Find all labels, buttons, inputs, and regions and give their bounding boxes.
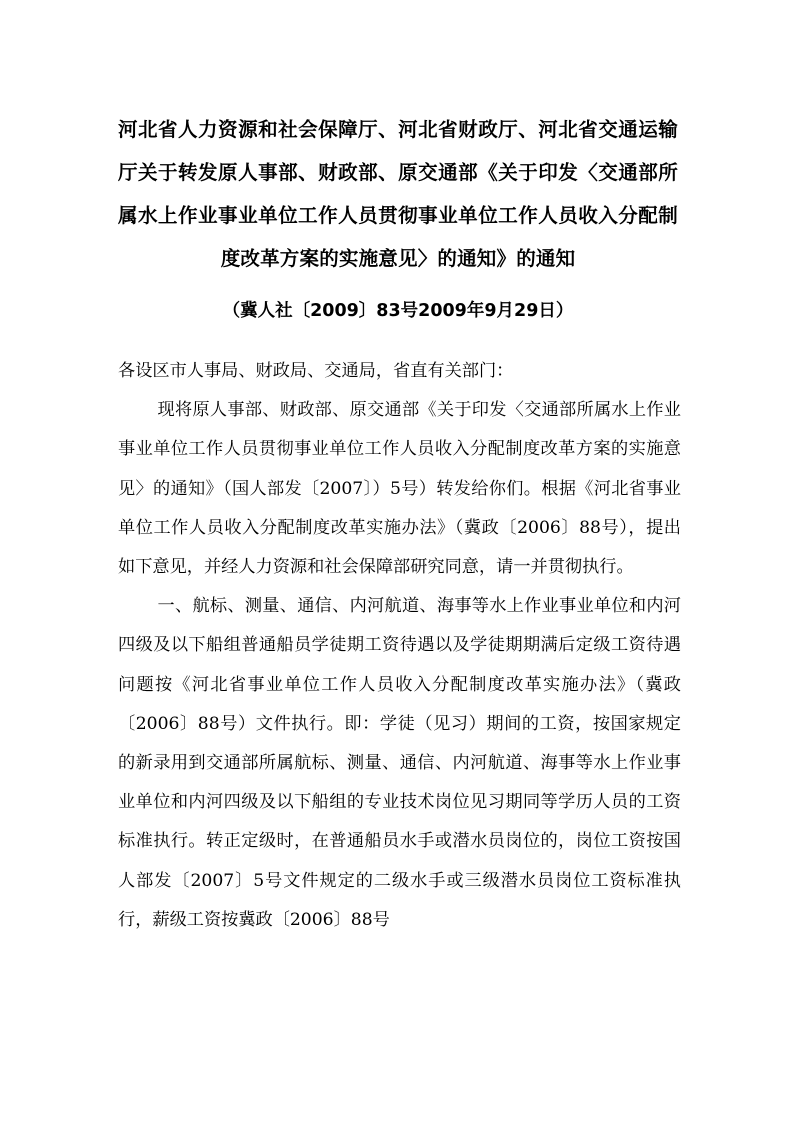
document-title: 河北省人力资源和社会保障厅、河北省财政厅、河北省交通运输厅关于转发原人事部、财政部、原交通部《关于印发〈交通部所属水上作业事业单位工作人员贯彻事业单位工作人员收入分配制度改革方案的实施意见〉的通知》的通知: [118, 118, 678, 270]
document-body: [118, 352, 681, 940]
salutation: 各设区市人事局、财政局、交通局，省直有关部门：: [118, 361, 514, 381]
paragraph: 一、航标、测量、通信、内河航道、海事等水上作业事业单位和内河四级及以下船组普通船员学徒期工资待遇以及学徒期期满后定级工资待遇问题按《河北省事业单位工作人员收入分配制度改革实施办法》（冀政〔2006〕88号）文件执行。即：学徒（见习）期间的工资，按国家规定的新录用到交通部所属航标、测量、通信、内河航道、海事等水上作业事业单位和内河四级及以下船组的专业技术岗位见习期同等学历人员的工资标准执行。转正定级时，在普通船员水手或潜水员岗位的，岗位工资按国人部发〔2007〕5号文件规定的二级水手或三级潜水员岗位工资标准执行，薪级工资按冀政〔2006〕88号: [118, 596, 681, 930]
document-number: （冀人社〔2009〕83号2009年9月29日）: [222, 301, 574, 321]
paragraph: 现将原人事部、财政部、原交通部《关于印发〈交通部所属水上作业事业单位工作人员贯彻事业单位工作人员收入分配制度改革方案的实施意见〉的通知》（国人部发〔2007〕）5号）转发给你们。根据《河北省事业单位工作人员收入分配制度改革实施办法》（冀政〔2006〕88号），提出如下意见，并经人力资源和社会保障部研究同意，请一并贯彻执行。: [118, 400, 681, 578]
